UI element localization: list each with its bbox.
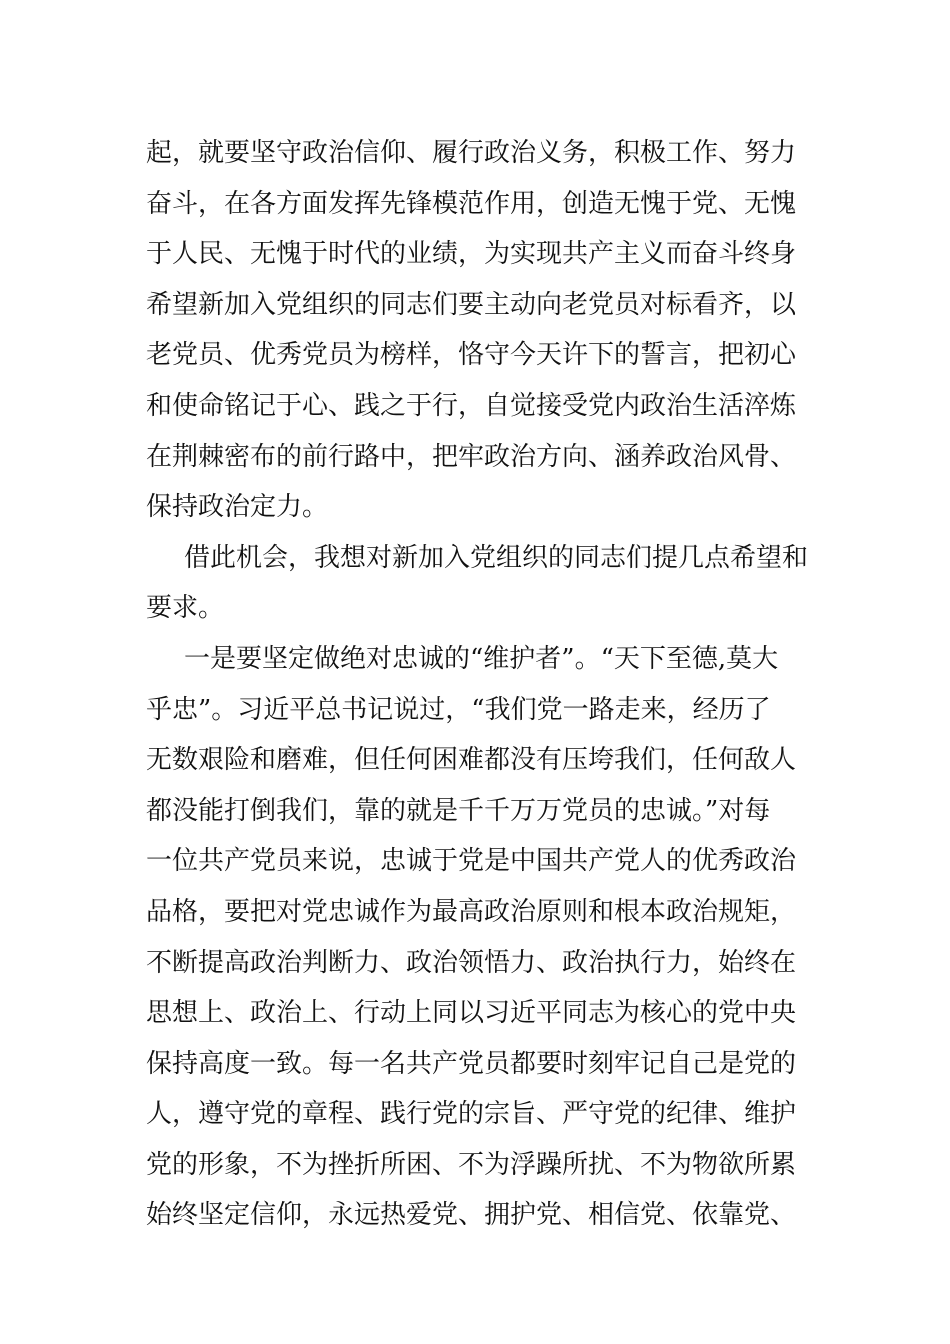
text-line: 和使命铭记于心、践之于行，自觉接受党内政治生活淬炼 [146, 390, 797, 421]
text-line: 于人民、无愧于时代的业绩，为实现共产主义而奋斗终身 [146, 239, 797, 270]
text-line: 保持政治定力。 [146, 492, 329, 523]
paragraph-start-line: 一是要坚定做绝对忠诚的“维护者”。“天下至德,莫大 [184, 643, 779, 674]
text-line: 品格，要把对党忠诚作为最高政治原则和根本政治规矩， [146, 896, 797, 927]
text-line: 乎忠”。习近平总书记说过，“我们党一路走来，经历了 [146, 694, 771, 725]
paragraph-start-line: 借此机会，我想对新加入党组织的同志们提几点希望和 [184, 542, 809, 573]
text-line: 都没能打倒我们，靠的就是千千万万党员的忠诚。”对每 [146, 795, 771, 826]
text-line: 人，遵守党的章程、践行党的宗旨、严守党的纪律、维护 [146, 1099, 797, 1130]
text-line: 老党员、优秀党员为榜样，恪守今天许下的誓言，把初心 [146, 340, 797, 371]
text-line: 党的形象，不为挫折所困、不为浮躁所扰、不为物欲所累 [146, 1149, 797, 1180]
text-line: 在荆棘密布的前行路中，把牢政治方向、涵养政治风骨、 [146, 441, 797, 472]
text-line: 思想上、政治上、行动上同以习近平同志为核心的党中央 [146, 998, 797, 1029]
text-line: 无数艰险和磨难，但任何困难都没有压垮我们，任何敌人 [146, 745, 797, 776]
text-line: 奋斗，在各方面发挥先锋模范作用，创造无愧于党、无愧 [146, 188, 797, 219]
text-line: 保持高度一致。每一名共产党员都要时刻牢记自己是党的 [146, 1048, 797, 1079]
text-line: 一位共产党员来说，忠诚于党是中国共产党人的优秀政治 [146, 846, 797, 877]
text-line: 起，就要坚守政治信仰、履行政治义务，积极工作、努力 [146, 138, 797, 168]
body-text [146, 128, 816, 1241]
text-line: 希望新加入党组织的同志们要主动向老党员对标看齐，以 [146, 289, 797, 320]
text-line: 要求。 [146, 593, 225, 624]
text-line: 始终坚定信仰，永远热爱党、拥护党、相信党、依靠党、 [146, 1200, 797, 1231]
text-line: 不断提高政治判断力、政治领悟力、政治执行力，始终在 [146, 947, 797, 978]
